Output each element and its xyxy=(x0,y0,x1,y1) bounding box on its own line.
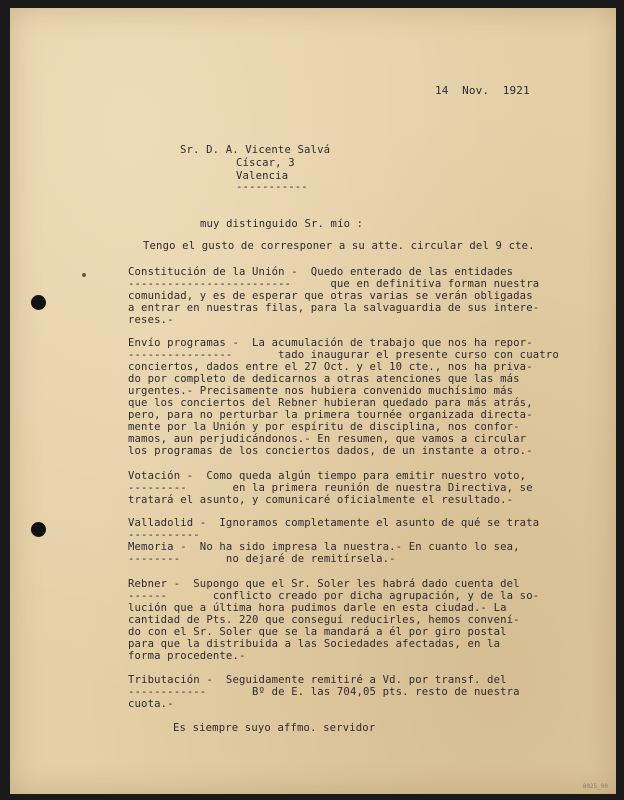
section-rebner-line: para que la distribuida a las Sociedades afectadas, en la xyxy=(128,638,501,650)
section-constitucion-line: reses.- xyxy=(128,314,174,326)
section-envio-line: pero, para no perturbar la primera tournée organizada directa- xyxy=(128,409,533,421)
section-envio-line: conciertos, dados entre el 27 Oct. y el 10 cte., nos ha priva- xyxy=(128,361,533,373)
closing-line: Es siempre suyo affmo. servidor xyxy=(173,722,376,734)
section-envio-line: do por completo de dedicarnos a otras atenciones que las más xyxy=(128,373,520,385)
punch-hole-top xyxy=(31,295,46,310)
section-envio-line: los programas de los conciertos dados, de un instante a otro.- xyxy=(128,445,533,457)
section-rebner-line: do con el Sr. Soler que se la mandará a él por giro postal xyxy=(128,626,507,638)
addressee-street: Císcar, 3 xyxy=(236,157,295,169)
section-envio-line: urgentes.- Precisamente nos hubiera convenido muchísimo más xyxy=(128,385,514,397)
addressee-name: Sr. D. A. Vicente Salvá xyxy=(180,144,331,156)
section-envio-line: mente por la Unión y por espíritu de disciplina, nos confor- xyxy=(128,421,520,433)
section-rebner-line: forma procedente.- xyxy=(128,650,246,662)
letter-date: 14 Nov. 1921 xyxy=(435,84,530,97)
section-memoria-line: Memoria - No ha sido impresa la nuestra.- En cuanto lo sea, xyxy=(128,541,520,553)
addressee-underline: ----------- xyxy=(236,181,308,193)
section-votacion-line: --------- en la primera reunión de nuestra Directiva, se xyxy=(128,482,533,494)
salutation: muy distinguido Sr. mío : xyxy=(200,218,364,230)
section-rebner-line: ------ conflicto creado por dicha agrupación, y de la so- xyxy=(128,590,540,602)
section-tributacion-line: Tributación - Seguidamente remitiré a Vd. por transf. del xyxy=(128,674,507,686)
letter-page xyxy=(10,8,616,794)
punch-hole-bottom xyxy=(31,522,46,537)
addressee-city: Valencia xyxy=(236,170,289,182)
section-tributacion-line: cuota.- xyxy=(128,698,174,710)
section-votacion-line: Votación - Como queda algún tiempo para emitir nuestro voto, xyxy=(128,470,527,482)
section-valladolid-line: ----------- xyxy=(128,529,200,541)
section-votacion-line: tratará el asunto, y comunicaré oficialmente el resultado.- xyxy=(128,494,514,506)
section-envio-line: que los conciertos del Rebner hubieran quedado para más atrás, xyxy=(128,397,533,409)
section-envio-line: mamos, aun perjudicándonos.- En resumen, que vamos a circular xyxy=(128,433,527,445)
section-constitucion-line: a entrar en nuestras filas, para la salvaguardia de sus intere- xyxy=(128,302,540,314)
archive-stamp: 8025_00 xyxy=(582,783,608,790)
section-memoria-line: -------- no dejaré de remitírsela.- xyxy=(128,553,396,565)
section-tributacion-line: ------------ Bº de E. las 704,05 pts. resto de nuestra xyxy=(128,686,520,698)
intro-paragraph: Tengo el gusto de corresponer a su atte. circular del 9 cte. xyxy=(143,240,535,252)
section-constitucion-line: comunidad, y es de esperar que otras varias se verán obligadas xyxy=(128,290,533,302)
section-rebner-line: Rebner - Supongo que el Sr. Soler les habrá dado cuenta del xyxy=(128,578,520,590)
section-constitucion-line: ------------------------- que en definitiva forman nuestra xyxy=(128,278,540,290)
section-rebner-line: lución que a última hora pudimos darle en esta ciudad.- La xyxy=(128,602,507,614)
section-rebner-line: cantidad de Pts. 220 que conseguí reducirles, hemos convení- xyxy=(128,614,520,626)
paper-speck xyxy=(82,273,86,277)
section-envio-line: Envío programas - La acumulación de trabajo que nos ha repor- xyxy=(128,337,533,349)
section-constitucion-line: Constitución de la Unión - Quedo enterado de las entidades xyxy=(128,266,514,278)
section-valladolid-line: Valladolid - Ignoramos completamente el asunto de qué se trata xyxy=(128,517,540,529)
section-envio-line: ---------------- tado inaugurar el presente curso con cuatro xyxy=(128,349,559,361)
